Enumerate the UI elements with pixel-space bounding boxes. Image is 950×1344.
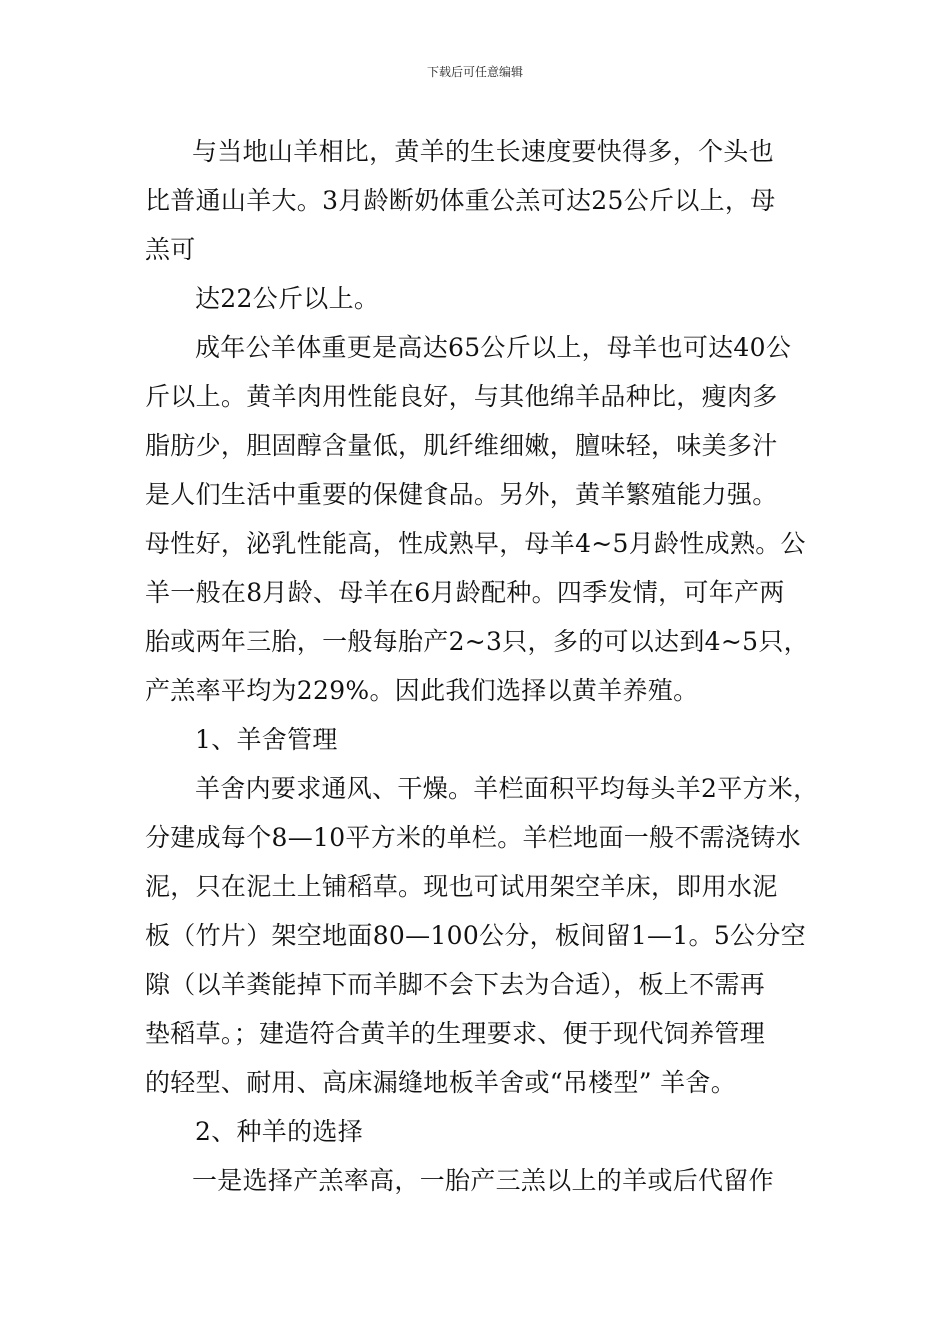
paragraph-line: 隙（以羊粪能掉下而羊脚不会下去为合适），板上不需再 bbox=[145, 970, 766, 999]
paragraph-line: 比普通山羊大。3月龄断奶体重公羔可达25公斤以上，母 bbox=[145, 186, 776, 215]
paragraph-line: 的轻型、耐用、高床漏缝地板羊舍或“吊楼型” 羊舍。 bbox=[145, 1068, 737, 1097]
paragraph-line: 达22公斤以上。 bbox=[195, 284, 380, 313]
paragraph-line: 垫稻草。；建造符合黄羊的生理要求、便于现代饲养管理 bbox=[145, 1019, 766, 1048]
paragraph-line: 羔可 bbox=[145, 235, 196, 264]
paragraph-line: 板（竹片）架空地面80—100公分，板间留1—1。5公分空 bbox=[145, 921, 806, 950]
paragraph-line: 产羔率平均为229%。因此我们选择以黄羊养殖。 bbox=[145, 676, 699, 705]
paragraph-line: 母性好，泌乳性能高，性成熟早，母羊4~5月龄性成熟。公 bbox=[145, 529, 806, 558]
paragraph-line: 是人们生活中重要的保健食品。另外，黄羊繁殖能力强。 bbox=[145, 480, 778, 509]
paragraph-line: 羊舍内要求通风、干燥。羊栏面积平均每头羊2平方米， bbox=[195, 774, 819, 803]
paragraph-line: 与当地山羊相比，黄羊的生长速度要快得多，个头也 bbox=[192, 137, 774, 166]
paragraph-line: 一是选择产羔率高，一胎产三羔以上的羊或后代留作 bbox=[192, 1166, 774, 1195]
paragraph-line: 脂肪少，胆固醇含量低，肌纤维细嫩，膻味轻，味美多汁 bbox=[145, 431, 778, 460]
paragraph-line: 斤以上。黄羊肉用性能良好，与其他绵羊品种比，瘦肉多 bbox=[145, 382, 778, 411]
paragraph-line: 分建成每个8—10平方米的单栏。羊栏地面一般不需浇铸水 bbox=[145, 823, 801, 852]
paragraph-line: 成年公羊体重更是高达65公斤以上，母羊也可达40公 bbox=[195, 333, 792, 362]
section-heading: 1、羊舍管理 bbox=[195, 725, 338, 754]
section-heading: 2、种羊的选择 bbox=[195, 1117, 364, 1146]
page-header: 下载后可任意编辑 bbox=[426, 65, 523, 79]
paragraph-line: 泥，只在泥土上铺稻草。现也可试用架空羊床，即用水泥 bbox=[145, 872, 778, 901]
paragraph-line: 胎或两年三胎，一般每胎产2~3只，多的可以达到4~5只， bbox=[145, 627, 809, 656]
paragraph-line: 羊一般在8月龄、母羊在6月龄配种。四季发情，可年产两 bbox=[145, 578, 785, 607]
